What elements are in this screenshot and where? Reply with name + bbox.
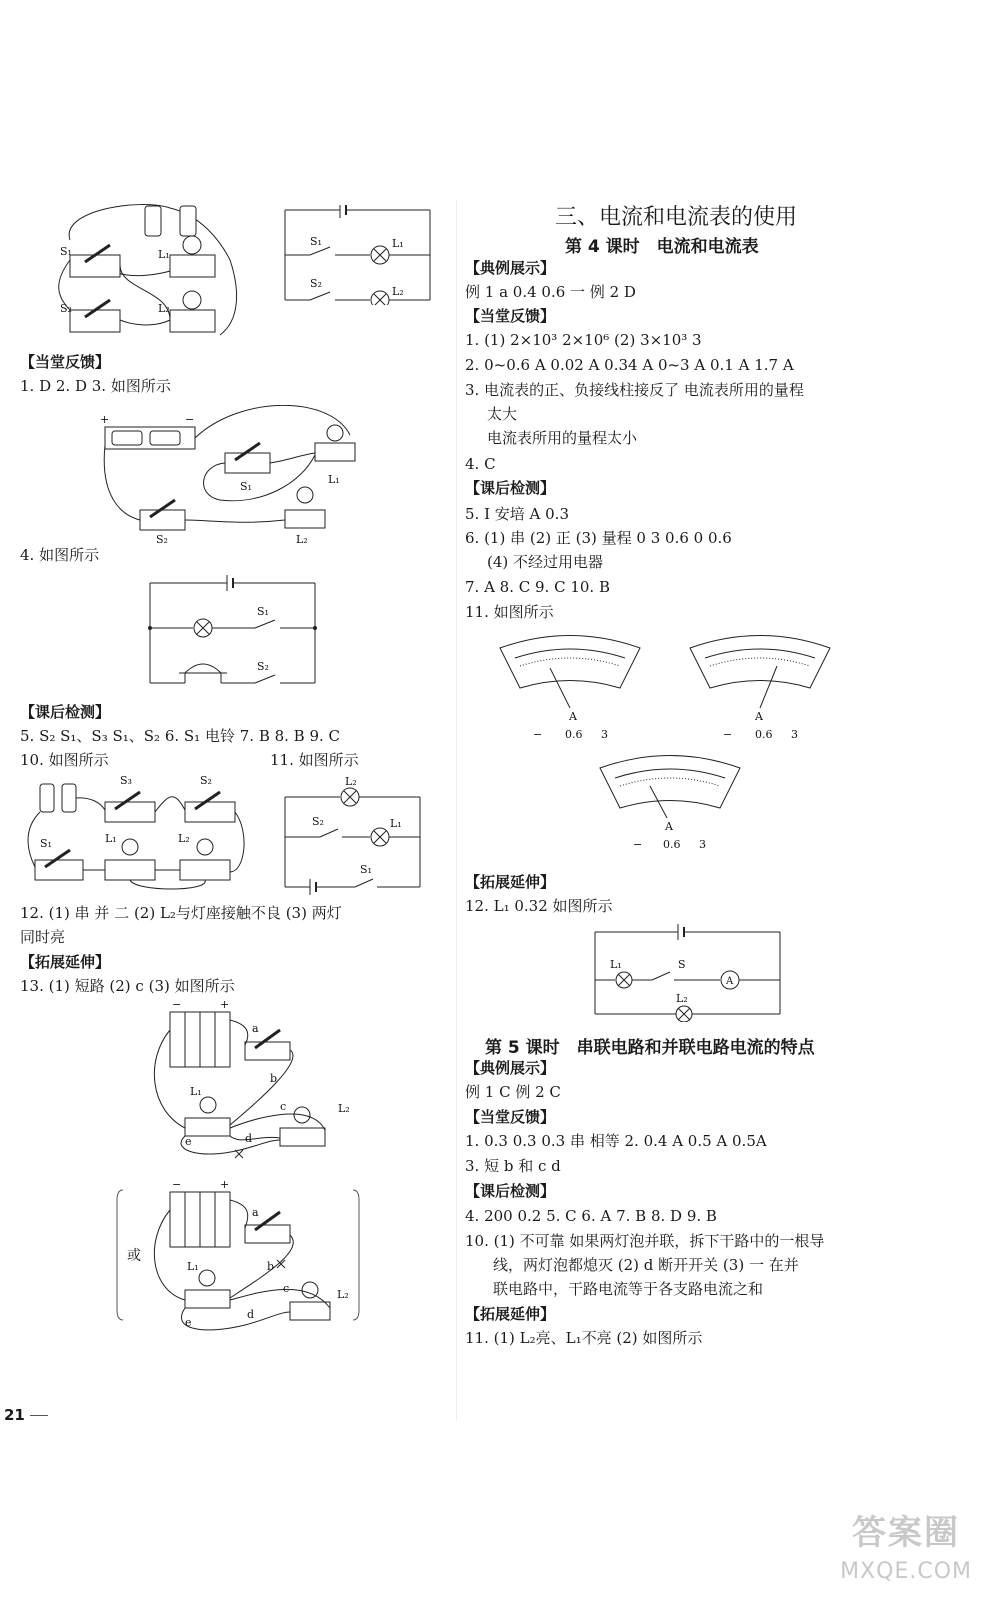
section-header: 【课后检测】: [465, 479, 556, 497]
label-a: A: [665, 820, 673, 833]
label-s1: S₁: [40, 837, 52, 850]
physical-circuit-figure-5: [115, 1180, 365, 1340]
label-l1: L₁: [187, 1260, 199, 1273]
answer-line: 11. 如图所示: [270, 751, 359, 769]
section-header: 【拓展延伸】: [465, 873, 556, 891]
label-l2: L₂: [345, 775, 357, 788]
label-a: A: [569, 710, 577, 723]
label-l1: L₁: [392, 237, 404, 250]
label-d: d: [247, 1308, 255, 1321]
label-l2: L₂: [337, 1288, 349, 1301]
answer-line: 12. (1) 串 并 二 (2) L₂与灯座接触不良 (3) 两灯: [20, 904, 342, 922]
svg-text:A: A: [726, 976, 734, 987]
label-s2: S₂: [200, 774, 212, 787]
label-b: b: [267, 1260, 275, 1273]
physical-circuit-figure-3: [20, 772, 250, 892]
section-header: 【拓展延伸】: [20, 953, 111, 971]
answer-line: 12. L₁ 0.32 如图所示: [465, 897, 613, 915]
terminal-minus: −: [633, 838, 643, 851]
or-label: 或: [127, 1248, 141, 1264]
section-header: 【当堂反馈】: [465, 307, 556, 325]
label-l2: L₂: [338, 1102, 350, 1115]
answer-line: (4) 不经过用电器: [487, 553, 604, 571]
svg-text:−: −: [185, 413, 195, 426]
answer-line: 7. A 8. C 9. C 10. B: [465, 578, 610, 596]
label-l2: L₂: [158, 302, 170, 315]
ammeter-dial-1: [495, 628, 645, 748]
answer-line: 线，两灯泡都熄灭 (2) d 断开开关 (3) 一 在并: [493, 1256, 799, 1274]
label-s: S: [678, 958, 686, 971]
answer-line: 4. 如图所示: [20, 546, 100, 564]
label-l2: L₂: [676, 992, 688, 1005]
answer-line: 2. 0~0.6 A 0.02 A 0.34 A 0~3 A 0.1 A 1.7 A: [465, 356, 794, 374]
label-s2: S₂: [312, 815, 324, 828]
label-l1: L₁: [105, 832, 117, 845]
terminal-3: 3: [791, 728, 798, 741]
section-header: 【当堂反馈】: [20, 353, 111, 371]
answer-line: 同时亮: [20, 928, 66, 946]
lesson-title: 第 4 课时 电流和电流表: [565, 237, 759, 257]
section-header: 【课后检测】: [465, 1182, 556, 1200]
terminal-minus: −: [533, 728, 543, 741]
section-header: 【当堂反馈】: [465, 1108, 556, 1126]
label-e: e: [185, 1316, 192, 1329]
section-header: 【典例展示】: [465, 259, 556, 277]
answer-line: 4. 200 0.2 5. C 6. A 7. B 8. D 9. B: [465, 1207, 717, 1225]
watermark-logo-text: 答案圈: [852, 1513, 960, 1553]
answer-line: 5. S₂ S₁、S₃ S₁、S₂ 6. S₁ 电铃 7. B 8. B 9. C: [20, 727, 341, 745]
svg-text:+: +: [220, 1000, 230, 1011]
label-a: A: [755, 710, 763, 723]
answer-line: 1. (1) 2×10³ 2×10⁶ (2) 3×10³ 3: [465, 331, 702, 349]
terminal-3: 3: [699, 838, 706, 851]
answer-line: 太大: [487, 405, 518, 423]
label-l1: L₁: [610, 958, 622, 971]
label-s1: S₁: [240, 480, 252, 493]
label-b: b: [270, 1072, 278, 1085]
label-s1: S₁: [360, 863, 372, 876]
physical-circuit-figure-2: [100, 405, 370, 545]
label-c: c: [283, 1282, 290, 1295]
answer-line: 3. 电流表的正、负接线柱接反了 电流表所用的量程: [465, 381, 804, 399]
terminal-3: 3: [601, 728, 608, 741]
answer-line: 3. 短 b 和 c d: [465, 1157, 561, 1175]
terminal-06: 0.6: [663, 838, 681, 851]
page-number-dash: [30, 1415, 48, 1416]
label-a: a: [252, 1206, 259, 1219]
svg-text:−: −: [172, 1180, 182, 1191]
svg-text:+: +: [100, 413, 110, 426]
ammeter-dial-2: [685, 628, 835, 748]
label-s1: S₁: [310, 235, 322, 248]
label-s3: S₃: [120, 774, 132, 787]
label-l1: L₁: [158, 248, 170, 261]
answer-line: 13. (1) 短路 (2) c (3) 如图所示: [20, 977, 235, 995]
answer-line: 例 1 C 例 2 C: [465, 1083, 561, 1101]
label-l2: L₂: [178, 832, 190, 845]
label-s2: S₂: [156, 533, 168, 545]
schematic-figure-4: [590, 922, 790, 1022]
chapter-title: 三、电流和电流表的使用: [555, 205, 798, 230]
label-d: d: [245, 1132, 253, 1145]
svg-text:+: +: [220, 1180, 230, 1191]
section-header: 【拓展延伸】: [465, 1305, 556, 1323]
page-number: 21: [4, 1406, 25, 1424]
label-s1: S₁: [257, 605, 269, 618]
label-s1: S₁: [60, 245, 72, 258]
label-s2: S₂: [310, 277, 322, 290]
answer-line: 1. D 2. D 3. 如图所示: [20, 377, 171, 395]
terminal-minus: −: [723, 728, 733, 741]
svg-text:−: −: [172, 1000, 182, 1011]
schematic-figure-1: [280, 205, 440, 305]
section-header: 【课后检测】: [20, 703, 111, 721]
answer-line: 11. (1) L₂亮、L₁不亮 (2) 如图所示: [465, 1329, 703, 1347]
ammeter-dial-3: [595, 748, 745, 868]
answer-line: 11. 如图所示: [465, 603, 554, 621]
answer-line: 1. 0.3 0.3 0.3 串 相等 2. 0.4 A 0.5 A 0.5A: [465, 1132, 767, 1150]
lesson-title: 第 5 课时 串联电路和并联电路电流的特点: [485, 1038, 815, 1058]
schematic-figure-3: [280, 775, 430, 895]
label-l1: L₁: [390, 817, 402, 830]
schematic-figure-2: [145, 573, 325, 693]
label-a: a: [252, 1022, 259, 1035]
label-e: e: [185, 1135, 192, 1148]
watermark-site: MXQE.COM: [840, 1559, 972, 1584]
answer-line: 10. (1) 不可靠 如果两灯泡并联，拆下干路中的一根导: [465, 1232, 825, 1250]
answer-line: 电流表所用的量程太小: [487, 429, 638, 447]
label-l2: L₂: [296, 533, 308, 545]
label-l1: L₁: [328, 473, 340, 486]
label-s2: S₂: [257, 660, 269, 673]
physical-circuit-figure-1: [50, 200, 250, 350]
label-l2: L₂: [392, 285, 404, 298]
column-divider: [456, 200, 457, 1420]
physical-circuit-figure-4: [140, 1000, 360, 1175]
answer-line: 例 1 a 0.4 0.6 一 例 2 D: [465, 283, 636, 301]
label-s2: S₂: [60, 302, 72, 315]
label-l1: L₁: [190, 1085, 202, 1098]
answer-line: 10. 如图所示: [20, 751, 109, 769]
answer-line: 联电路中，干路电流等于各支路电流之和: [493, 1280, 764, 1298]
answer-line: 6. (1) 串 (2) 正 (3) 量程 0 3 0.6 0 0.6: [465, 529, 732, 547]
label-c: c: [280, 1100, 287, 1113]
answer-line: 4. C: [465, 455, 496, 473]
section-header: 【典例展示】: [465, 1059, 556, 1077]
terminal-06: 0.6: [565, 728, 583, 741]
terminal-06: 0.6: [755, 728, 773, 741]
answer-line: 5. I 安培 A 0.3: [465, 505, 569, 523]
